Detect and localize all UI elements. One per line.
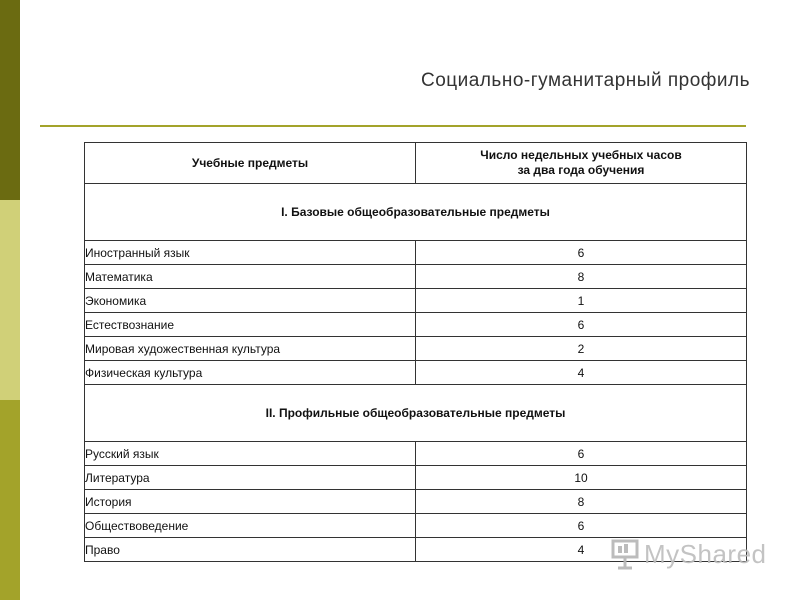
header-subjects-label: Учебные предметы [191,155,309,170]
sidebar-band-dark [0,0,20,200]
hours-cell: 4 [416,361,747,385]
hours-cell: 6 [416,241,747,265]
subject-cell: Обществоведение [85,514,416,538]
hours-cell: 8 [416,265,747,289]
subject-cell: Естествознание [85,313,416,337]
table-row [85,361,747,385]
table-row [85,514,747,538]
header-hours-line2: за два года обучения [517,163,645,177]
table-row [85,265,747,289]
hours-cell: 4 [416,538,747,562]
sidebar-band-mid [0,400,20,600]
hours-cell: 6 [416,313,747,337]
subject-cell: Право [85,538,416,562]
watermark-text: MyShared [644,538,767,569]
table-row [85,442,747,466]
hours-cell: 6 [416,514,747,538]
header-subjects [85,143,416,184]
header-hours-line1: Число недельных учебных часов [480,148,682,162]
hours-cell: 1 [416,289,747,313]
table-row [85,241,747,265]
table-row [85,466,747,490]
slide-title: Социально-гуманитарный профиль [421,70,750,91]
subject-cell: Иностранный язык [85,241,416,265]
presentation-board-icon [610,538,640,570]
table-row [85,289,747,313]
section-title: II. Профильные общеобразовательные предметы [85,385,747,442]
title-divider [40,125,746,127]
section-row [85,385,747,442]
curriculum-table [84,142,747,562]
hours-cell: 6 [416,442,747,466]
hours-cell: 10 [416,466,747,490]
subject-cell: Экономика [85,289,416,313]
section-title: I. Базовые общеобразовательные предметы [85,184,747,241]
subject-cell: Физическая культура [85,361,416,385]
header-hours [416,143,747,184]
subject-cell: Мировая художественная культура [85,337,416,361]
table-row [85,337,747,361]
section-row [85,184,747,241]
hours-cell: 2 [416,337,747,361]
subject-cell: История [85,490,416,514]
subject-cell: Литература [85,466,416,490]
sidebar-band-light [0,200,20,400]
subject-cell: Математика [85,265,416,289]
table-header-row [85,143,747,184]
subject-cell: Русский язык [85,442,416,466]
table-row [85,490,747,514]
hours-cell: 8 [416,490,747,514]
watermark [610,538,767,570]
table-row [85,313,747,337]
